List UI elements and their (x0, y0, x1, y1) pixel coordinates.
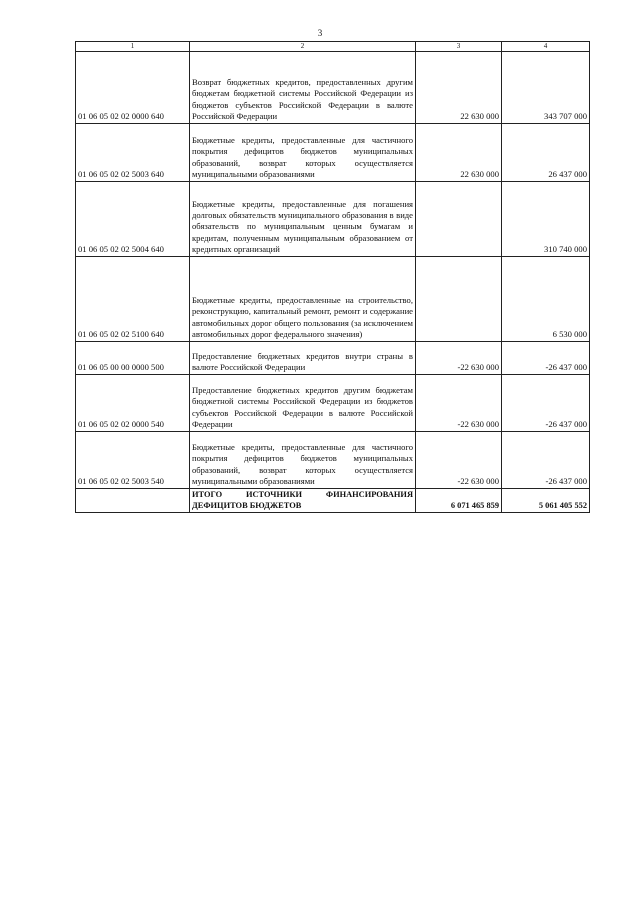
row-value-col3 (416, 257, 502, 342)
row-value-col3: -22 630 000 (416, 342, 502, 375)
row-code: 01 06 05 02 02 5003 640 (76, 124, 190, 182)
row-value-col4: -26 437 000 (502, 375, 590, 432)
row-value-col3: 22 630 000 (416, 52, 502, 124)
total-description: ИТОГО ИСТОЧНИКИ ФИНАНСИРОВАНИЯ ДЕФИЦИТОВ БЮДЖЕТОВ (190, 489, 416, 513)
row-description: Предоставление бюджетных кредитов другим бюджетам бюджетной системы Российской Федерации из бюджетов субъектов Российской Федерации в валюте Российской Федерации (190, 375, 416, 432)
row-code: 01 06 05 02 02 5004 640 (76, 182, 190, 257)
header-col-3: 3 (416, 42, 502, 52)
row-value-col3: -22 630 000 (416, 375, 502, 432)
row-description: Бюджетные кредиты, предоставленные для частичного покрытия дефицитов бюджетов муниципальных образований, возврат которых осуществляется муниципальными образованиями (190, 432, 416, 489)
total-value-col4: 5 061 405 552 (502, 489, 590, 513)
row-value-col4: 6 530 000 (502, 257, 590, 342)
row-description: Бюджетные кредиты, предоставленные для частичного покрытия дефицитов бюджетов муниципальных образований, возврат которых осуществляется муниципальными образованиями (190, 124, 416, 182)
header-col-4: 4 (502, 42, 590, 52)
row-code: 01 06 05 00 00 0000 500 (76, 342, 190, 375)
table-row (76, 182, 590, 257)
table-row (76, 375, 590, 432)
table-row (76, 432, 590, 489)
row-description: Бюджетные кредиты, предоставленные для погашения долговых обязательств муниципального образования в виде обязательств по муниципальным ценным бумагам и кредитам, полученным муниципальным образованием от кредитных организаций (190, 182, 416, 257)
row-description: Возврат бюджетных кредитов, предоставленных другим бюджетам бюджетной системы Российской Федерации из бюджетов субъектов Российской Федерации в валюте Российской Федерации (190, 52, 416, 124)
row-value-col3 (416, 182, 502, 257)
table-row (76, 257, 590, 342)
row-value-col3: -22 630 000 (416, 432, 502, 489)
row-code: 01 06 05 02 02 0000 540 (76, 375, 190, 432)
row-value-col4: 310 740 000 (502, 182, 590, 257)
table-row (76, 342, 590, 375)
total-code (76, 489, 190, 513)
table-row (76, 124, 590, 182)
total-value-col3: 6 071 465 859 (416, 489, 502, 513)
row-description: Предоставление бюджетных кредитов внутри страны в валюте Российской Федерации (190, 342, 416, 375)
total-row (76, 489, 590, 513)
table-row (76, 52, 590, 124)
header-col-2: 2 (190, 42, 416, 52)
row-code: 01 06 05 02 02 0000 640 (76, 52, 190, 124)
row-value-col4: 343 707 000 (502, 52, 590, 124)
page-number: 3 (317, 28, 323, 38)
row-code: 01 06 05 02 02 5003 540 (76, 432, 190, 489)
budget-table (75, 41, 590, 513)
row-description: Бюджетные кредиты, предоставленные на строительство, реконструкцию, капитальный ремонт, ремонт и содержание автомобильных дорог общего пользования (за исключением автомобильных дорог федерального значения) (190, 257, 416, 342)
row-value-col4: 26 437 000 (502, 124, 590, 182)
row-code: 01 06 05 02 02 5100 640 (76, 257, 190, 342)
table-header-row (76, 42, 590, 52)
header-col-1: 1 (76, 42, 190, 52)
row-value-col3: 22 630 000 (416, 124, 502, 182)
row-value-col4: -26 437 000 (502, 432, 590, 489)
row-value-col4: -26 437 000 (502, 342, 590, 375)
